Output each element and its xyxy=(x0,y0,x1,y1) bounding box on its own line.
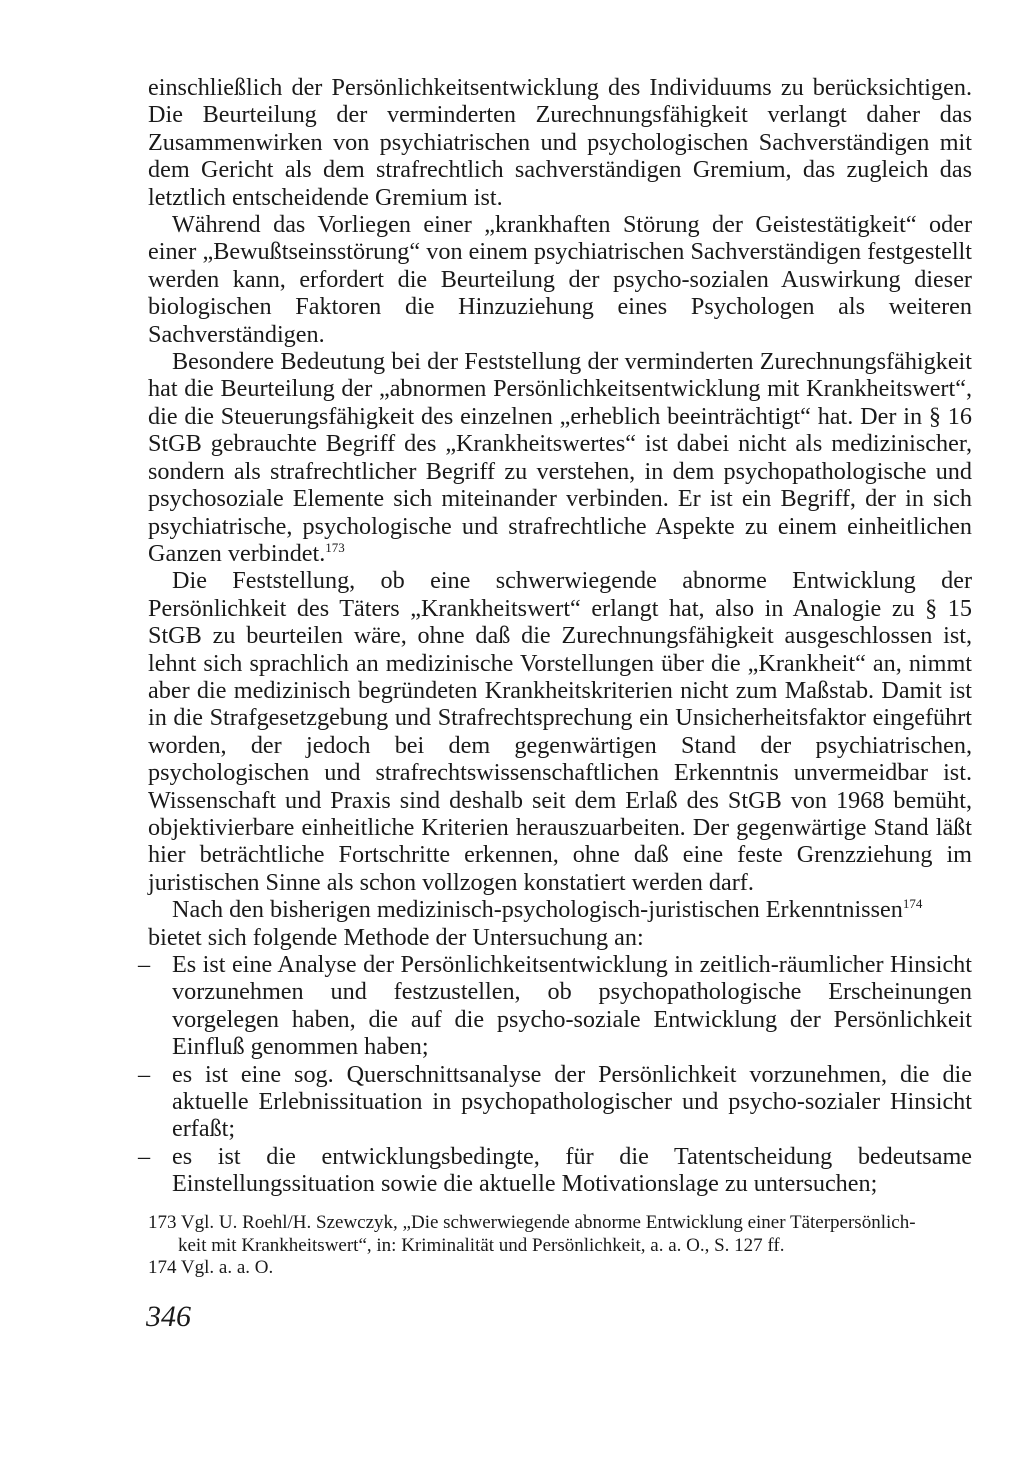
footnotes xyxy=(148,1212,972,1280)
footnote-text: Vgl. a. a. O. xyxy=(180,1257,274,1278)
dash-bullet: – xyxy=(138,1142,151,1170)
footnote-continuation: keit mit Krankheitswert“, in: Kriminalität und Persönlichkeit, a. a. O., S. 127 ff. xyxy=(178,1234,785,1256)
list-item xyxy=(138,1060,972,1143)
paragraph-3-text: Besondere Bedeutung bei der Feststellung der verminderten Zurechnungsfähigkeit hat die Beurteilung der „abnormen Persönlichkeitsentwicklung mit Krankheitswert“, die die Steuerungsfähigkeit des einzelnen „erheblich beeinträchtigt“ hat. Der in § 16 StGB gebrauchte Begriff des „Krankheitswertes“ ist dabei nicht als medizinischer, sondern als strafrechtlicher Begriff zu verstehen, in dem psychopathologische und psychosoziale Elemente sich miteinander verbinden. Er ist ein Begriff, der in sich psychiatrische, psychologische und strafrechtliche Aspekte zu einem einheitlichen Ganzen verbindet. xyxy=(148,348,972,567)
list-item-text: es ist die entwicklungsbedingte, für die Tatentscheidung bedeutsame Einstellungssituation sowie die aktuelle Motivationslage zu untersuchen; xyxy=(172,1142,972,1198)
paragraph-2: Während das Vorliegen einer „krankhaften Störung der Geistestätigkeit“ oder einer „Bewußtseinsstörung“ von einem psychiatrischen Sachverständigen festgestellt werden kann, erfordert die Beurteilung der psycho-sozialen Auswirkung dieser biologischen Faktoren die Hinzuziehung eines Psychologen als weiteren Sachverständigen. xyxy=(148,211,972,348)
footnote-174 xyxy=(148,1257,972,1280)
footnote-ref-173[interactable]: 173 xyxy=(325,539,345,555)
paragraph-5-text: Nach den bisherigen medizinisch-psychologisch-juristischen Erkenntnissen xyxy=(172,896,903,924)
footnote-number: 174 xyxy=(148,1257,177,1278)
dash-bullet: – xyxy=(138,1060,151,1088)
footnote-number: 173 xyxy=(148,1212,177,1233)
paragraph-4: Die Feststellung, ob eine schwerwiegende abnorme Entwicklung der Persönlichkeit des Täters „Krankheitswert“ erlangt hat, also in Analogie zu § 15 StGB zu beurteilen wäre, ohne daß die Zurechnungsfähigkeit ausgeschlossen ist, lehnt sich sprachlich an medizinische Vorstellungen über die „Krankheit“ an, nimmt aber die medizinisch begründeten Krankheitskriterien nicht zum Maßstab. Damit ist in die Strafgesetzgebung und Strafrechtsprechung ein Unsicherheitsfaktor eingeführt worden, der jedoch bei dem gegenwärtigen Stand der psychiatrischen, psychologischen und strafrechtswissenschaftlichen Erkenntnis unvermeidbar ist. Wissenschaft und Praxis sind deshalb seit dem Erlaß des StGB von 1968 bemüht, objektivierbare einheitliche Kriterien herauszuarbeiten. Der gegenwärtige Stand läßt hier beträchtliche Fortschritte erkennen, ohne daß eine feste Grenzziehung im juristischen Sinne als schon vollzogen konstatiert werden darf. xyxy=(148,567,972,896)
page-body xyxy=(138,74,972,1198)
main-text xyxy=(138,74,972,1198)
footnote-173 xyxy=(148,1212,972,1257)
footnote-ref-174[interactable]: 174 xyxy=(902,896,923,912)
list-item-text: es ist eine sog. Querschnittsanalyse der Persönlichkeit vorzunehmen, die die aktuelle Erlebnissituation in psychopathologischer und psycho-sozialer Hinsicht erfaßt; xyxy=(172,1060,972,1143)
list-intro: bietet sich folgende Methode der Untersuchung an: xyxy=(148,923,644,951)
paragraph-3 xyxy=(148,348,972,567)
list-item xyxy=(138,1142,972,1198)
list-item xyxy=(138,951,972,1061)
page-number: 346 xyxy=(146,1300,191,1333)
dash-bullet: – xyxy=(138,951,151,978)
method-list xyxy=(138,951,972,1198)
footnote-text: Vgl. U. Roehl/H. Szewczyk, „Die schwerwiegende abnorme Entwicklung einer Täterpersönlich- xyxy=(180,1212,916,1233)
list-item-text: Es ist eine Analyse der Persönlichkeitsentwicklung in zeitlich-räumlicher Hinsicht vorzunehmen und festzustellen, ob psychopathologische Erscheinungen vorgelegen haben, die auf die psycho-soziale Entwicklung der Persönlichkeit Einfluß genommen haben; xyxy=(172,951,972,1061)
paragraph-1: einschließlich der Persönlichkeitsentwicklung des Individuums zu berücksichtigen. Die Beurteilung der verminderten Zurechnungsfähigkeit verlangt daher das Zusammenwirken von psychiatrischen und psychologischen Sachverständigen mit dem Gericht als dem strafrechtlich sachverständigen Gremium, das zugleich das letztlich entscheidende Gremium ist. xyxy=(148,74,972,211)
paragraph-5 xyxy=(148,896,972,923)
